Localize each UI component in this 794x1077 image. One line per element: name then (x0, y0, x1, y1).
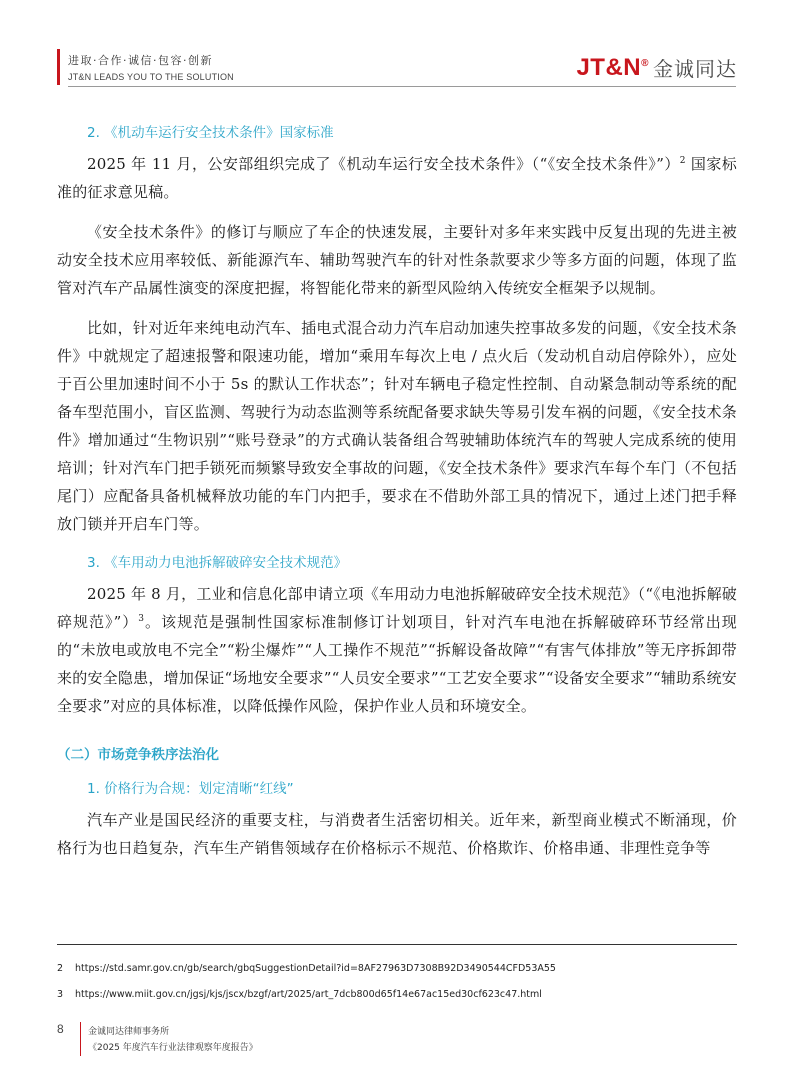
logo-registered: ® (641, 57, 649, 69)
footnote-rule (57, 944, 737, 945)
section-title: （二）市场竞争秩序法治化 (57, 747, 219, 763)
paragraph: 2025 年 8 月，工业和信息化部申请立项《车用动力电池拆解破碎安全技术规范》（“《电池拆解破碎规范》”）$^3$。该规范是强制性国家标准制修订计划项目，针对汽车电池在拆解破碎环节经常出现的“未放电或放电不完全”“粉尘爆炸”“人工操作不规范”“拆解设备故障”“有害气体排放”等无序拆卸带来的安全隐患，增加保证“场地安全要求”“人员安全要求”“工艺安全要求”“设备安全要求”“辅助系统安全要求”对应的具体标准，以降低操作风险，保护作业人员和环境安全。 (57, 585, 737, 715)
logo-mark-text: JT&N (576, 53, 642, 81)
header-accent-bar (57, 49, 60, 85)
footer-accent-bar (80, 1022, 81, 1056)
article-body (57, 120, 737, 862)
footnote-url[interactable]: https://www.miit.gov.cn/jgsj/kjs/jscx/bzgf/art/2025/art_7dcb800d65f14e67ac15ed30cf623c47.html (75, 989, 542, 1000)
paragraph: 比如，针对近年来纯电动汽车、插电式混合动力汽车启动加速失控事故多发的问题，《安全技术条件》中就规定了超速报警和限速功能，增加“乘用车每次上电 / 点火后（发动机自动启停除外），应处于百公里加速时间不小于 5s 的默认工作状态”；针对车辆电子稳定性控制、自动紧急制动等系统的配备车型范围小，盲区监测、驾驶行为动态监测等系统配备要求缺失等易引发车祸的问题，《安全技术条件》增加通过“生物识别”“账号登录”的方式确认装备组合驾驶辅助体统汽车的驾驶人完成系统的使用培训；针对汽车门把手锁死而频繁导致安全事故的问题，《安全技术条件》要求汽车每个车门（不包括尾门）应配备具备机械释放功能的车门内把手，要求在不借助外部工具的情况下，通过上述门把手释放门锁并开启车门等。 (57, 319, 737, 533)
paragraph: 汽车产业是国民经济的重要支柱，与消费者生活密切相关。近年来，新型商业模式不断涌现，价格行为也日趋复杂，汽车生产销售领域存在价格标示不规范、价格欺诈、价格串通、非理性竞争等 (57, 811, 737, 857)
footnote-url[interactable]: https://std.samr.gov.cn/gb/search/gbqSuggestionDetail?id=8AF27963D7308B92D3490544CFD53A55 (75, 963, 556, 974)
footer-firm-name: 金诚同达律师事务所 (88, 1027, 170, 1037)
subsection-title-2: 2. 《机动车运行安全技术条件》国家标准 (87, 125, 334, 141)
logo-mark (576, 54, 649, 82)
header-slogan: 进取·合作·诚信·包容·创新 (68, 54, 213, 67)
footnote-2 (57, 963, 556, 974)
logo-chinese-name: 金诚同达 (653, 57, 737, 81)
subsection-title-1: 1. 价格行为合规：划定清晰“红线” (87, 781, 294, 797)
page-number: 8 (57, 1022, 64, 1036)
paragraph: 《安全技术条件》的修订与顺应了车企的快速发展，主要针对多年来实践中反复出现的先进主被动安全技术应用率较低、新能源汽车、辅助驾驶汽车的针对性条款要求少等多方面的问题，体现了监管对汽车产品属性演变的深度把握，将智能化带来的新型风险纳入传统安全框架予以规制。 (57, 223, 737, 297)
footnote-3 (57, 989, 542, 1000)
footnote-number: 2 (57, 963, 64, 974)
footnote-ref-3: 3 (138, 614, 145, 624)
header-tagline: JT&N LEADS YOU TO THE SOLUTION (68, 72, 234, 82)
header-rule (68, 86, 736, 87)
footnote-ref-2: 2 (679, 156, 686, 166)
subsection-title-3: 3. 《车用动力电池拆解破碎安全技术规范》 (87, 555, 348, 571)
paragraph: 2025 年 11 月，公安部组织完成了《机动车运行安全技术条件》（“《安全技术条件》”）$^2$ 国家标准的征求意见稿。 (57, 155, 737, 201)
footnote-number: 3 (57, 989, 64, 1000)
firm-logo (576, 53, 737, 82)
footer-report-title: 《2025 年度汽车行业法律观察年度报告》 (88, 1043, 258, 1053)
